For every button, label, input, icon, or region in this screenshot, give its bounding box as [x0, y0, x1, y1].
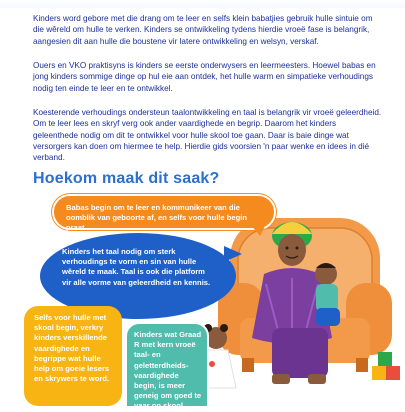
speech-bubble-orange-text: Babas begin om te leer en kommunikeer van die oomblik van geboorte af, en selfs voor hulle begin praat.	[66, 203, 248, 233]
speech-bubble-teal	[125, 322, 209, 411]
child-on-lap	[315, 263, 340, 326]
intro-paragraph-2: Ouers en VKO praktisyns is kinders se eerste onderwysers en leermeesters. Hoewel babas en jong kinders sommige dinge op hul eie aan ontdek, het hulle warm en simpatieke verhoudings nodig ten einde te leer en te ontwikkel.	[33, 61, 376, 93]
speech-bubble-yellow	[24, 306, 122, 406]
speech-bubble-teal-text: Kinders wat Graad R met kern vroeë taal- en geletterdheids-vaardighede begin, is meer geneig om goed te vaar op skool	[134, 330, 202, 411]
intro-paragraph-3: Koesterende verhoudings ondersteun taalontwikkeling en taal is belangrik vir vroeë geleerdheid. Om te leer lees en skryf verg ook ander vaardighede en begrip. Daarom het kinders geleenthede nodig om dit te ontwikkel voor hulle skool toe gaan. Daar is baie dinge wat versorgers kan doen om hiermee te help. Hierdie gids voorsien 'n paar wenke en idees in dié verband.	[33, 108, 382, 163]
speech-bubble-orange	[52, 194, 276, 233]
section-heading: Hoekom maak dit saak?	[33, 170, 220, 187]
speech-bubble-blue-text: Kinders het taal nodig om sterk verhoudings te vorm en sin van hulle wêreld te maak. Taal is ook die platform vir alle vorme van geleerdheid en kennis.	[62, 247, 211, 287]
speech-bubble-orange-tail	[250, 224, 266, 236]
speech-bubble-yellow-text: Selfs voor hulle met skool begin, verkry kinders verskillende vaardighede en begrippe wat hulle help om goeie lesers en skrywers te word.	[34, 313, 110, 384]
top-strip	[0, 0, 405, 8]
intro-paragraph-1: Kinders word gebore met die drang om te leer en selfs klein babatjies gebruik hulle sintuie om die wêreld om hulle te verken. Kinders se ontwikkeling tydens hierdie vroeë fase is belangrik, aangesien dit aan hulle die boustene vir latere ontwikkeling en welsyn, verskaf.	[33, 14, 373, 46]
toy-blocks	[372, 352, 400, 380]
